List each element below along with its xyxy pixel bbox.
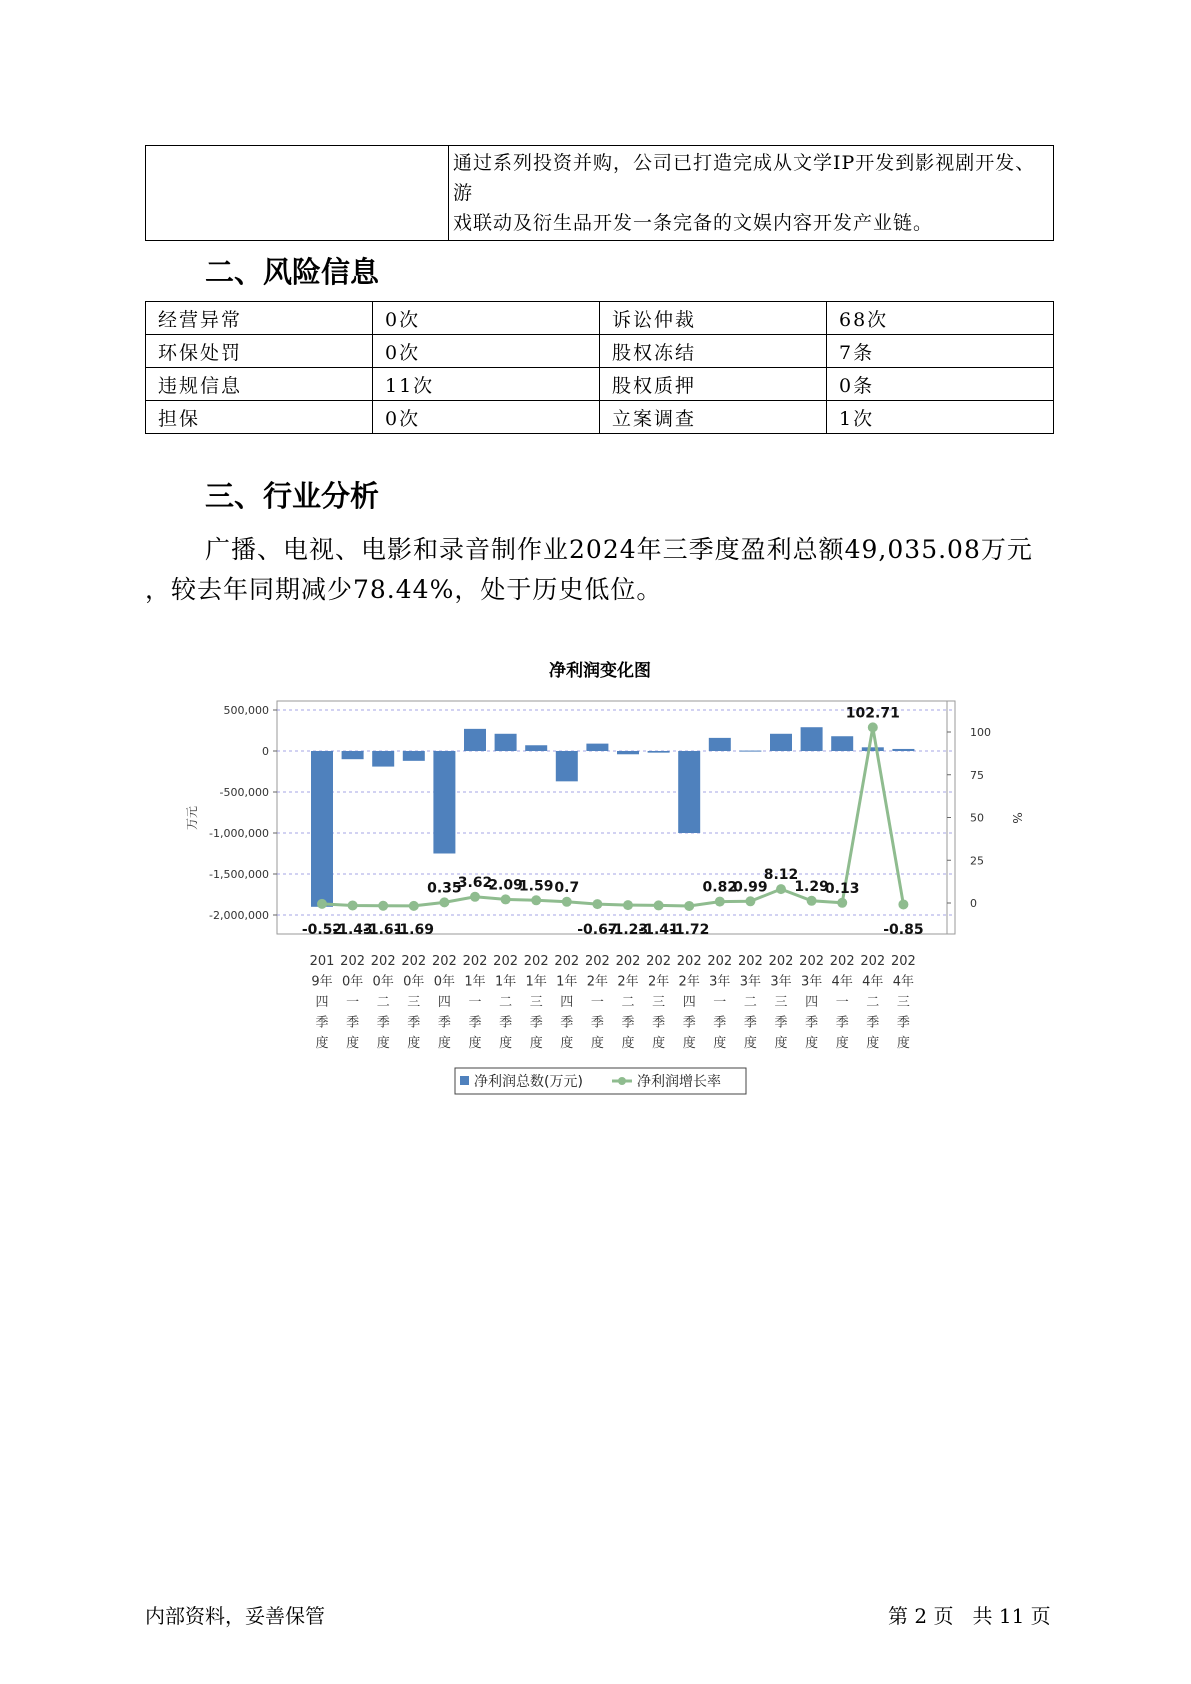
- risk-value: 11次: [373, 368, 600, 401]
- growth-point: [654, 900, 664, 910]
- top-table-line2: 戏联动及衍生品开发一条完备的文娱内容开发产业链。: [453, 212, 934, 234]
- growth-data-label: -0.52: [301, 922, 343, 938]
- growth-point: [837, 898, 847, 908]
- right-tick-label: 100: [970, 726, 991, 739]
- bar: [617, 751, 639, 754]
- risk-label: 经营异常: [146, 302, 373, 335]
- growth-point: [470, 892, 480, 902]
- growth-point: [531, 895, 541, 905]
- category-label: 202 3年二季度: [737, 954, 763, 1051]
- bar: [709, 738, 731, 751]
- category-label: 202 2年三季度: [646, 954, 672, 1051]
- growth-point: [592, 899, 602, 909]
- legend-bar-swatch: [460, 1076, 469, 1085]
- growth-data-label: 3.62: [457, 874, 493, 891]
- growth-data-label: 0.99: [733, 879, 768, 896]
- category-label: 202 1年三季度: [523, 954, 549, 1051]
- paragraph-line1: 广播、电视、电影和录音制作业2024年三季度盈利总额49,035.08万元: [205, 535, 1033, 564]
- growth-point: [501, 894, 511, 904]
- risk-value: 0次: [373, 401, 600, 434]
- risk-label: 担保: [146, 401, 373, 434]
- section-3-title: 三、行业分析: [205, 479, 380, 513]
- growth-point: [562, 897, 572, 907]
- growth-point: [623, 900, 633, 910]
- growth-point: [378, 901, 388, 911]
- growth-point: [439, 897, 449, 907]
- category-label: 202 1年四季度: [554, 954, 580, 1051]
- risk-label: 立案调查: [600, 401, 827, 434]
- risk-value: 68次: [827, 302, 1054, 335]
- growth-data-label: 0.82: [702, 879, 738, 896]
- category-label: 202 3年四季度: [799, 954, 825, 1051]
- footer-left: 内部资料，妥善保管: [145, 1604, 325, 1628]
- left-tick-label: -1,000,000: [209, 827, 269, 840]
- category-label: 202 4年一季度: [829, 954, 855, 1051]
- bar: [403, 751, 425, 761]
- legend-bar-label: 净利润总数(万元): [474, 1074, 583, 1090]
- growth-point: [868, 722, 878, 732]
- right-tick-label: 25: [970, 854, 984, 868]
- bar: [495, 734, 517, 751]
- bar: [648, 751, 670, 753]
- growth-data-label: -0.85: [883, 922, 924, 938]
- growth-point: [684, 901, 694, 911]
- bar: [311, 751, 333, 907]
- footer-right: 第 2 页 共 11 页: [888, 1604, 1051, 1628]
- growth-data-label: -1.43: [332, 922, 373, 938]
- right-axis-label: %: [1010, 812, 1024, 824]
- growth-point: [715, 897, 725, 907]
- category-label: 202 0年三季度: [401, 954, 427, 1051]
- bar: [525, 745, 547, 751]
- bar: [678, 751, 700, 833]
- bar: [739, 751, 761, 752]
- category-label: 202 0年一季度: [340, 954, 366, 1051]
- bar: [372, 751, 394, 767]
- risk-value: 0次: [373, 302, 600, 335]
- bar: [831, 736, 853, 751]
- right-tick-label: 0: [970, 897, 977, 910]
- risk-label: 违规信息: [146, 368, 373, 401]
- growth-data-label: 1.29: [794, 878, 829, 895]
- category-label: 202 3年三季度: [768, 954, 794, 1051]
- category-label: 202 0年四季度: [431, 954, 457, 1051]
- growth-point: [898, 899, 908, 909]
- risk-label: 股权冻结: [600, 335, 827, 368]
- risk-value: 1次: [827, 401, 1054, 434]
- category-label: 202 2年四季度: [676, 954, 702, 1051]
- legend-line-marker: [618, 1077, 626, 1085]
- top-table-line1: 通过系列投资并购，公司已打造完成从文学IP开发到影视剧开发、游: [453, 152, 1036, 204]
- category-label: 202 4年二季度: [860, 954, 886, 1051]
- paragraph-line2: ，较去年同期减少78.44%，处于历史低位。: [145, 575, 663, 604]
- growth-data-label: -1.72: [669, 922, 710, 938]
- risk-label: 股权质押: [600, 368, 827, 401]
- category-label: 202 0年二季度: [370, 954, 396, 1051]
- growth-point: [409, 901, 419, 911]
- growth-point: [745, 896, 755, 906]
- left-tick-label: 500,000: [223, 704, 269, 717]
- risk-value: 7条: [827, 335, 1054, 368]
- growth-data-label: -0.67: [577, 922, 618, 938]
- growth-data-label: 8.12: [763, 867, 799, 884]
- category-label: 202 2年二季度: [615, 954, 641, 1051]
- left-axis-label: 万元: [185, 805, 199, 831]
- right-tick-label: 50: [970, 811, 984, 825]
- category-label: 202 4年三季度: [890, 954, 916, 1051]
- bar: [862, 747, 884, 751]
- risk-value: 0次: [373, 335, 600, 368]
- bar: [556, 751, 578, 781]
- bar: [342, 751, 364, 759]
- bar: [586, 744, 608, 751]
- growth-point: [317, 899, 327, 909]
- growth-data-label: -1.41: [638, 922, 679, 938]
- growth-data-label: 102.71: [845, 705, 900, 722]
- legend-line-label: 净利润增长率: [637, 1074, 721, 1090]
- bar: [801, 727, 823, 751]
- left-tick-label: -1,500,000: [209, 868, 269, 881]
- growth-point: [348, 900, 358, 910]
- bar: [770, 734, 792, 751]
- growth-point: [776, 884, 786, 894]
- category-label: 202 2年一季度: [584, 954, 610, 1051]
- growth-data-label: 0.7: [554, 879, 580, 896]
- growth-data-label: -1.23: [607, 922, 649, 938]
- growth-data-label: 0.35: [427, 880, 462, 897]
- category-label: 201 9年四季度: [309, 954, 335, 1051]
- chart-title: 净利润变化图: [549, 661, 651, 681]
- risk-label: 环保处罚: [146, 335, 373, 368]
- bar: [464, 729, 486, 751]
- growth-data-label: 0.13: [824, 880, 860, 897]
- category-label: 202 1年二季度: [493, 954, 519, 1051]
- left-tick-label: -500,000: [219, 786, 269, 799]
- left-tick-label: 0: [262, 745, 269, 758]
- bar: [892, 749, 914, 751]
- category-label: 202 1年一季度: [462, 954, 488, 1051]
- section-2-title: 二、风险信息: [205, 255, 380, 289]
- left-tick-label: -2,000,000: [209, 909, 269, 922]
- plot-area: [277, 701, 955, 934]
- category-label: 202 3年一季度: [707, 954, 733, 1051]
- bar: [433, 751, 455, 854]
- growth-data-label: -1.69: [393, 922, 434, 938]
- growth-data-label: 2.09: [488, 877, 523, 894]
- risk-label: 诉讼仲裁: [600, 302, 827, 335]
- right-tick-label: 75: [970, 768, 984, 782]
- risk-value: 0条: [827, 368, 1054, 401]
- growth-point: [807, 896, 817, 906]
- growth-data-label: 1.59: [518, 878, 554, 895]
- growth-data-label: -1.61: [363, 922, 404, 938]
